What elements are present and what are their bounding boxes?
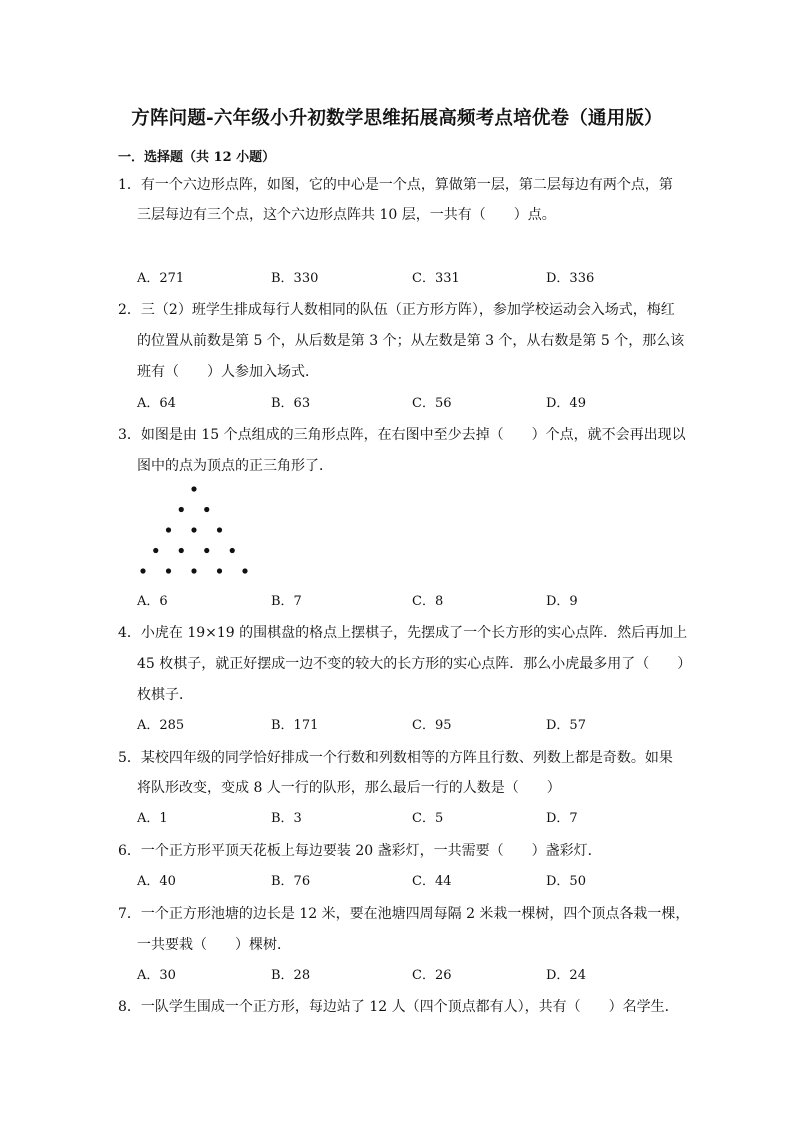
q1-option-c: C．331 <box>412 271 460 286</box>
figure-dot <box>230 548 235 553</box>
q2-option-b: B．63 <box>271 396 311 411</box>
q1-line-2: 三层每边有三个点，这个六边形点阵共 10 层，一共有（ ）点。 <box>137 207 556 223</box>
figure-dot <box>140 568 145 573</box>
figure-dot <box>166 527 171 532</box>
q7-option-b: B．28 <box>271 968 311 983</box>
q4-line-3: 枚棋子． <box>137 687 193 703</box>
q5-option-a: A．1 <box>137 811 168 826</box>
q2-line-1: 2．三（2）班学生排成每行人数相同的队伍（正方形方阵），参加学校运动会入场式，梅红 <box>118 302 675 318</box>
q6-option-a: A．40 <box>137 874 176 889</box>
q4-line-1: 4．小虎在 19×19 的围棋盘的格点上摆棋子，先摆成了一个长方形的实心点阵．然后再加上 <box>118 625 688 641</box>
q3-option-d: D．9 <box>546 594 578 609</box>
figure-dot <box>166 568 171 573</box>
q4-option-b: B．171 <box>271 718 319 733</box>
q8-line-1: 8．一队学生围成一个正方形，每边站了 12 人（四个顶点都有人），共有（ ）名学生． <box>118 999 679 1015</box>
figure-dot <box>217 527 222 532</box>
q4-option-c: C．95 <box>412 718 452 733</box>
q7-option-c: C．26 <box>412 968 452 983</box>
q1-line-1: 1．有一个六边形点阵，如图，它的中心是一个点，算做第一层，第二层每边有两个点，第 <box>118 177 673 193</box>
q2-option-a: A．64 <box>137 396 176 411</box>
q2-line-2: 的位置从前数是第 5 个，从后数是第 3 个；从左数是第 3 个，从右数是第 5 个，那么该 <box>137 333 685 349</box>
q5-option-c: C．5 <box>412 811 444 826</box>
q5-option-d: D．7 <box>546 811 578 826</box>
q1-option-a: A．271 <box>137 271 185 286</box>
q6-option-d: D．50 <box>546 874 586 889</box>
q6-line-1: 6．一个正方形平顶天花板上每边要装 20 盏彩灯，一共需要（ ）盏彩灯． <box>118 843 602 859</box>
q7-line-1: 7．一个正方形池塘的边长是 12 米，要在池塘四周每隔 2 米栽一棵树，四个顶点各栽一棵， <box>118 906 690 922</box>
q5-line-2: 将队形改变，变成 8 人一行的队形，那么最后一行的人数是（ ） <box>137 780 561 796</box>
q3-line-1: 3．如图是由 15 个点组成的三角形点阵，在右图中至少去掉（ ）个点，就不会再出现以 <box>118 427 686 443</box>
page-title: 方阵问题-六年级小升初数学思维拓展高频考点培优卷（通用版） <box>131 108 663 129</box>
q6-option-b: B．76 <box>271 874 311 889</box>
q2-line-3: 班有（ ）人参加入场式． <box>137 364 319 380</box>
figure-dot <box>242 568 247 573</box>
q1-option-d: D．336 <box>546 271 595 286</box>
q4-option-a: A．285 <box>137 718 185 733</box>
q2-option-c: C．56 <box>412 396 452 411</box>
q5-line-1: 5．某校四年级的同学恰好排成一个行数和列数相等的方阵且行数、列数上都是奇数。如果 <box>118 750 673 766</box>
q7-line-2: 一共要栽（ ）棵树． <box>137 937 291 953</box>
q6-option-c: C．44 <box>412 874 452 889</box>
q4-line-2: 45 枚棋子，就正好摆成一边不变的较大的长方形的实心点阵．那么小虎最多用了（ ） <box>137 656 692 672</box>
q3-option-a: A．6 <box>137 594 168 609</box>
figure-dot <box>204 507 209 512</box>
figure-dot <box>191 568 196 573</box>
q4-option-d: D．57 <box>546 718 586 733</box>
figure-dot <box>217 568 222 573</box>
q5-option-b: B．3 <box>271 811 302 826</box>
q3-option-b: B．7 <box>271 594 302 609</box>
figure-dot <box>191 527 196 532</box>
figure-dot <box>179 548 184 553</box>
q3-line-2: 图中的点为顶点的正三角形了． <box>137 458 333 474</box>
q2-option-d: D．49 <box>546 396 586 411</box>
section-heading: 一．选择题（共 12 小题） <box>118 150 276 165</box>
q7-option-d: D．24 <box>546 968 586 983</box>
figure-dot <box>153 548 158 553</box>
q7-option-a: A．30 <box>137 968 176 983</box>
figure-dot <box>191 486 196 491</box>
q3-option-c: C．8 <box>412 594 444 609</box>
q1-option-b: B．330 <box>271 271 319 286</box>
triangle-dot-figure <box>132 480 262 590</box>
figure-dot <box>179 507 184 512</box>
figure-dot <box>204 548 209 553</box>
